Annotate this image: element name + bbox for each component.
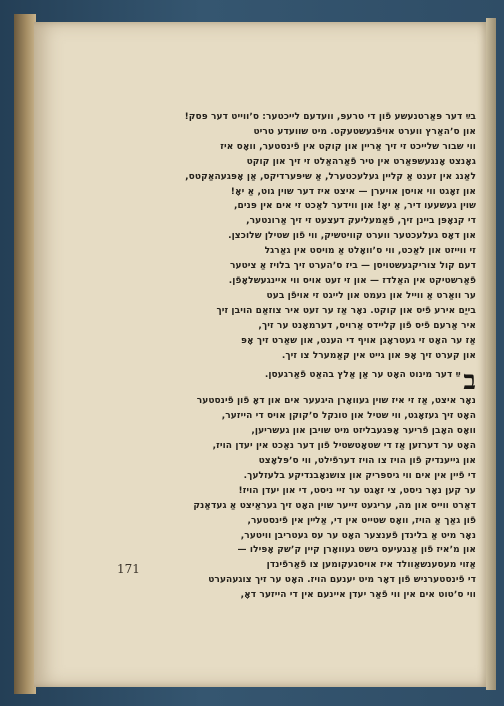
text-line: נאָר מיט אַ בלינדן פֿענצער האָט ער עס געטריבן וויטער,	[240, 530, 476, 541]
text-line: ײַ דער מינוט האָט ער אַן אַלץ בהאַט פֿאַרגעסן.	[264, 370, 461, 381]
text-line: די קנאָפּן ביינן זיך, פֿאַמעליעק דעצעט זי זיך אַרונטער,	[246, 216, 476, 227]
text-line: און קערט זיך אָפּ און גייט אין קאַמערל צו זיך.	[281, 350, 476, 361]
text-line: בײַ דער פּאַרטנעשע פֿון די טרעפּ, וועדעם לייכטער: סʼווייט דער פּסק!	[184, 112, 476, 122]
paragraph-1	[96, 110, 476, 363]
page-text	[96, 110, 476, 603]
text-line: די פֿיין אין אים ווי גיספּריק און צושנאָבנדיקע בלעזלעך.	[243, 470, 476, 481]
text-line: ער קען נאָר ניסט, צי זאָגט ער זיי ניסט, די און יעדן הויז!	[238, 485, 476, 496]
text-line: אַזוי מעסענשאַוולד איז אויסגעקומען צו פֿאַרפֿינדן	[266, 560, 476, 571]
text-line: בייַם אירע פֿיס און קוקט. נאָר אַז ער זעט איר צוזאַם הויבן זיך	[216, 305, 476, 316]
text-line: וואָס האָבן פֿריער אָפּגעבליזט מיט שויבן און געשריען,	[251, 426, 476, 437]
text-line: און דאָס געלעכטער ווערט קוויטשיק, ווי פֿון שטילן שלוכצן.	[228, 231, 476, 242]
text-line: שוין געשעעו דיר, אַ יאָ! און ווידער לאַכט זי אים אין פּנים,	[234, 201, 476, 212]
text-line: זי ווייזט און לאַכט, ווי סʼוואָלט אַ מויסט אין גאַרגל	[264, 246, 476, 257]
text-line: דעם קול צוריקגעשטויסן — ביז סʼהערט זיך בלויז אַ ציטער	[229, 261, 476, 272]
text-line: און מʼאיז פֿון אַנגעיעס גישט געוואָרן קיין קʼשק אָפּילו —	[237, 545, 476, 556]
page-edge-right	[486, 18, 496, 690]
text-line: נאָר איצט, אַז זי איז שוין געוואָרן היגעער אים און דאָ פֿון פֿינסטער	[196, 396, 476, 407]
text-line: ער וואַרט אַ ווייל און נעמט און לייגט זי אויפֿן בעט	[266, 290, 476, 301]
text-line: לאַנג אין זענט אַ קליין געלעכטערל, אַ שיפּערדיקס, אַן אָפּגעהאַקטס,	[185, 171, 476, 182]
paragraph-2-opening-line	[96, 368, 476, 394]
text-line: און סʼהאַרץ ווערט אויפֿגעשטעקט. מיט שוועדע טריט	[253, 126, 476, 137]
book-spine-edge	[14, 14, 36, 694]
text-line: ווי סʼטוט אים אין ווי פֿאַר יעדן איינעם אין די הייזער דאָ,	[240, 590, 476, 601]
text-line: פֿון גאַך אַ הויז, וואָס שטייט אין די, אַלײן אין פֿינסטער,	[247, 515, 476, 526]
text-line: און גייענדיק פֿון הויז צו הויז דערפֿילט, ווי סʼפּלאָצט	[258, 456, 476, 467]
text-line: גאָנצט אָנגעשפּאַרט אין טיר פֿאַרהאַלט זי זיך און קוקט	[246, 156, 476, 167]
text-line: האָט ער דערזען אַז די שטאָטשטיל פֿון דער נאַכט אין יעדן הויז,	[212, 441, 476, 452]
text-line: דאַרט ווייס און מה, עריגעט זייער שוין האָט זיך געראַיצט אַ געדאַנק	[193, 500, 476, 511]
paragraph-2	[96, 368, 476, 603]
page-number: 171	[117, 562, 140, 576]
text-line: אַז ער האָט זי געטראָגן אויף די הענט, און שאַרט זיך אָפּ	[240, 335, 476, 346]
text-line: איר אַרעם פֿיס פֿון קליידס אַרויס, דערמאָנט ער זיך,	[258, 320, 476, 331]
text-line: פֿאַרשטיקט אין האַלדז — און זי זעט אויס ווי איינגעשלאָפֿן.	[228, 275, 476, 286]
text-line: און זאָגט ווי אויסן אויערן — איצט איז דער שוין גוט, אַ יאָ!	[230, 186, 476, 197]
text-line: ווי שבור שלייכט זי זיך אַריין און קוקט אין פֿינסטער, וואָס איז	[220, 141, 476, 152]
drop-cap-letter: ב	[463, 368, 476, 395]
text-line: די פֿינסטערניש פֿון דאָר מיט יענעם הויז. האָט ער זיך צוגעהערט	[208, 575, 476, 586]
text-line: האָט זיך געזאָגט, ווי שטיל און טונקל סʼקוקן אויס די הייזער,	[221, 411, 476, 422]
